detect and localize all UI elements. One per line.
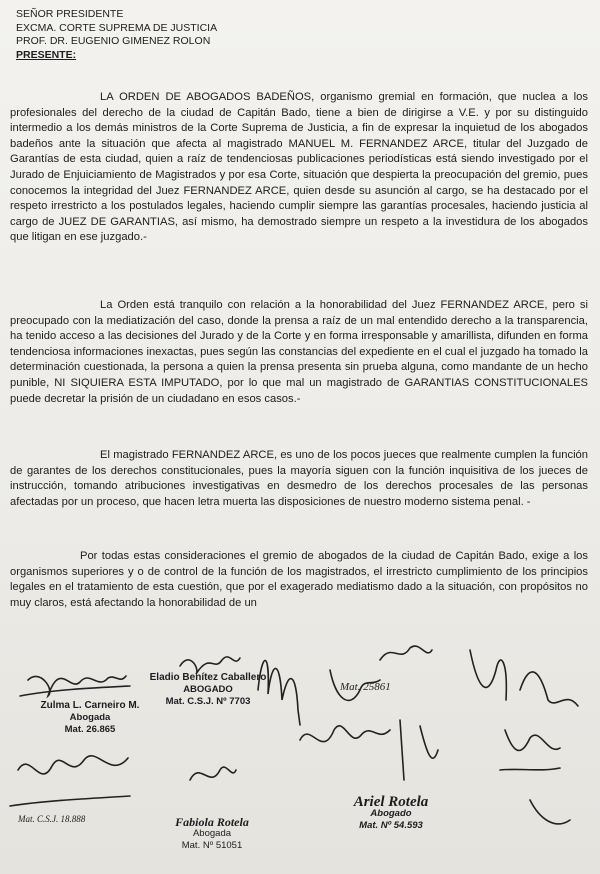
signer-role: ABOGADO: [183, 684, 233, 695]
signer-name: Ariel Rotela: [353, 794, 429, 810]
signer-registration: Mat. 26.865: [64, 724, 116, 735]
signer-registration: Mat. C.S.J. Nº 7703: [165, 696, 251, 707]
paragraph-text: La Orden está tranquilo con relación a la honorabilidad del Juez FERNANDEZ ARCE, pero si preocupado con la mediatización del caso, donde la prensa a raíz de un mal entendido derecho a la transparencia, ha tenido acceso a las decisiones del Jurado y de la Corte y en forma irresponsable y amarillista, difunden en forma tendenciosa informaciones inexactas, pues según las constancias del expediente en el cual el juzgado ha tomado la determinación cuestionada, la persona a quien la prensa presenta sin prueba alguna, como mandante de un hecho punible, NI SIQUIERA ESTA IMPUTADO, por lo que mal un magistrado de GARANTIAS CONSTITUCIONALES puede decretar la prisión de un ciudadano en esos casos.-: [10, 299, 588, 405]
paragraph-3: [10, 448, 588, 510]
addressee-line: SEÑOR PRESIDENTE: [16, 8, 124, 20]
signature-block: [162, 816, 262, 852]
paragraph-1: [10, 90, 588, 246]
signer-role: Abogada: [192, 828, 232, 839]
signer-name: Eladio Benítez Caballero: [149, 672, 267, 683]
handwritten-mat-text: Mat. 25861: [340, 681, 391, 693]
signer-role: Abogada: [69, 712, 111, 723]
paragraph-2: [10, 298, 588, 407]
signer-name: Fabiola Rotela: [175, 815, 249, 829]
paragraph-text: LA ORDEN DE ABOGADOS BADEÑOS, organismo gremial en formación, que nuclea a los profesionales del derecho de la ciudad de Capitán Bado, tiene a bien de dirigirse a V.E. y por su distinguido intermedio a los demás ministros de la Corte Suprema de Justicia, a fin de expresar la inquietud de los abogados badeños ante la situación que afecta al magistrado MANUEL M. FERNANDEZ ARCE, titular del Juzgado de Garantías de esta ciudad, quien a raíz de tendenciosas publicaciones periodísticas está siendo investigado por el Jurado de Enjuiciamiento de Magistrados y por esa Corte, situación que despierta la preocupación del gremio, pues conocemos la integridad del Juez FERNANDEZ ARCE, quien desde su asunción al cargo, se ha destacado por el respeto irrestricto a los postulados legales, haciendo cumplir siempre las garantías procesales, haciendo justicia al cargo de JUEZ DE GARANTIAS, así mismo, ha demostrado siempre un respeto a la investidura de los abogados que litigan en ese juzgado.-: [10, 91, 588, 244]
signature-block: [138, 672, 278, 708]
handwritten-mat-text: Mat. C.S.J. 18.888: [18, 814, 86, 824]
signature-block: [30, 700, 150, 736]
signer-role: Abogado: [370, 808, 412, 819]
addressee-line: PROF. DR. EUGENIO GIMENEZ ROLON: [16, 35, 211, 47]
addressee-line: EXCMA. CORTE SUPREMA DE JUSTICIA: [16, 21, 218, 34]
addressee-block: [16, 8, 217, 62]
signature-block: [316, 796, 466, 832]
signer-registration: Mat. Nº 51051: [181, 840, 243, 851]
paragraph-4: [10, 549, 588, 611]
signature-area: [0, 630, 600, 874]
signer-registration: Mat. Nº 54.593: [359, 820, 423, 831]
handwritten-signatures-drawing: [0, 630, 600, 874]
paragraph-text: El magistrado FERNANDEZ ARCE, es uno de los pocos jueces que realmente cumplen la función de garantes de los derechos constitucionales, pues la mayoría siguen con la función inquisitiva de los jueces de instrucción, tomando atribuciones investigativas en desmedro de los derechos procesales de las personas afectadas por un proceso, que hacen letra muerta las disposiciones de nuestro moderno sistema penal. -: [10, 449, 588, 508]
paragraph-text: Por todas estas consideraciones el gremio de abogados de la ciudad de Capitán Bado, exige a los organismos superiores y o de control de la función de los magistrados, el irrestricto cumplimiento de los principios legales en el tratamiento de esta cuestión, que por el exagerado mediatismo dado a la situación, con propósitos no muy claros, está afectando la honorabilidad de un: [10, 550, 588, 609]
signer-name: Zulma L. Carneiro M.: [40, 700, 140, 711]
presente-label: PRESENTE:: [16, 48, 77, 61]
